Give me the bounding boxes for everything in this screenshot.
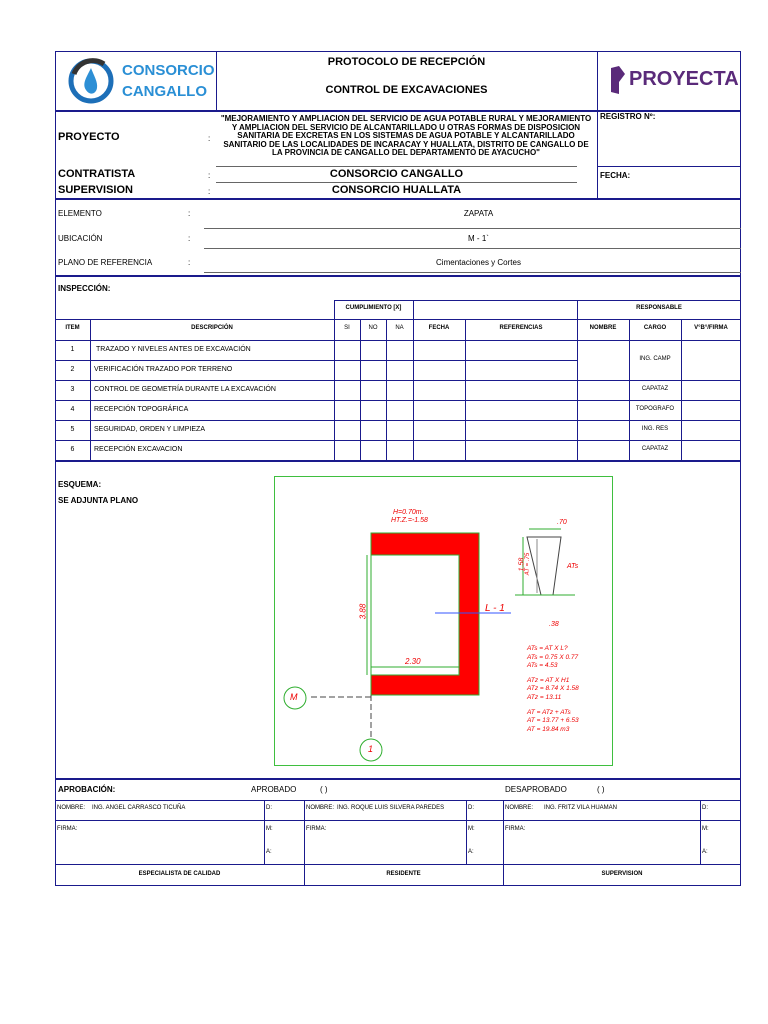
- ubicacion-label: UBICACIÓN: [58, 234, 103, 243]
- row-item: 3: [70, 386, 75, 393]
- row-desc: RECEPCIÓN TOPOGRÁFICA: [94, 406, 189, 413]
- signer-role: RESIDENTE: [386, 871, 421, 877]
- col-na: NA: [395, 325, 404, 331]
- d-label: D:: [468, 805, 474, 811]
- esquema-subtitle: SE ADJUNTA PLANO: [58, 496, 139, 505]
- col-descripcion: DESCRIPCIÓN: [191, 325, 233, 331]
- m-label: M:: [702, 826, 709, 832]
- row-desc: SEGURIDAD, ORDEN Y LIMPIEZA: [94, 426, 205, 433]
- m-label: M:: [468, 826, 475, 832]
- contratista-value: CONSORCIO CANGALLO: [329, 168, 464, 180]
- supervision-colon: :: [208, 187, 211, 196]
- cargo-cell: CAPATAZ: [641, 386, 669, 392]
- firma-label: FIRMA:: [57, 826, 78, 832]
- sketch-dim-inner: AT = .75: [525, 552, 532, 576]
- title-protocolo: PROTOCOLO DE RECEPCIÓN: [327, 56, 486, 68]
- firma-label: FIRMA:: [505, 826, 526, 832]
- plano-value: Cimentaciones y Cortes: [436, 258, 521, 267]
- row-desc: VERIFICACIÓN TRAZADO POR TERRENO: [94, 366, 233, 373]
- esquema-title: ESQUEMA:: [58, 480, 102, 489]
- calc-line: ATs = 0.75 X 0.77: [527, 653, 579, 661]
- row-item: 1: [70, 346, 75, 353]
- col-referencias: REFERENCIAS: [499, 325, 543, 331]
- row-item: 2: [70, 366, 75, 373]
- calc-line: ATs = 4.53: [527, 662, 558, 670]
- calc-line: ATz = 13.11: [527, 693, 562, 701]
- nombre-label: NOMBRE:: [505, 805, 534, 811]
- ubicacion-colon: :: [188, 234, 191, 243]
- inspeccion-title: INSPECCIÓN:: [58, 284, 111, 293]
- logo-line2: CANGALLO: [122, 83, 207, 100]
- contratista-label: CONTRATISTA: [58, 168, 136, 180]
- cargo-cell: CAPATAZ: [641, 446, 669, 452]
- calc-line: AT = 13.77 + 6.53: [527, 717, 579, 725]
- registro-label: REGISTRO Nº:: [600, 112, 656, 121]
- calc-line: AT = 19.84 m3: [527, 725, 570, 733]
- col-nombre: NOMBRE: [589, 325, 617, 331]
- sketch-at-label: ATs: [567, 563, 579, 570]
- desaprobado-label: DESAPROBADO: [505, 785, 567, 794]
- aprobado-checkbox[interactable]: ( ): [320, 785, 328, 794]
- cargo-cell: ING. CAMP: [639, 356, 671, 362]
- row-desc: CONTROL DE GEOMETRÍA DURANTE LA EXCAVACIÓN: [94, 386, 276, 393]
- aprobacion-label: APROBACIÓN:: [58, 785, 116, 794]
- proyecto-text: "MEJORAMIENTO Y AMPLIACION DEL SERVICIO DE AGUA POTABLE RURAL Y MEJORAMIENTO Y AMPLIACION DEL SERVICIO DE ALCANTARILLADO U OTRAS FORMAS DE DISPOSICION SANITARIA DE EXCRETAS EN LOS SISTEMAS DE AGUA POTABLE Y ALCANTARILLADO SANITARIO DE LAS LOCALIDADES DE INCARACAY Y HUALLATA, DISTRITO DE CANGALLO DE LA PROVINCIA DE CANGALLO DEL DEPARTAMENTO DE AYACUCHO": [220, 114, 592, 158]
- consorcio-cangallo-logo: [62, 54, 214, 108]
- m-label: M:: [266, 826, 273, 832]
- plano-label: PLANO DE REFERENCIA: [58, 258, 153, 267]
- title-control: CONTROL DE EXCAVACIONES: [325, 84, 488, 96]
- plano-colon: :: [188, 258, 191, 267]
- sketch-dim-side: 1.58: [518, 557, 526, 572]
- calc-line: ATz = 8.74 X 1.58: [527, 685, 579, 693]
- axis-m-label: M: [290, 692, 298, 702]
- nombre-label: NOMBRE:: [306, 805, 335, 811]
- elemento-value: ZAPATA: [463, 209, 494, 218]
- sketch-dim-top: .70: [557, 519, 567, 526]
- contratista-colon: :: [208, 171, 211, 180]
- supervision-value: CONSORCIO HUALLATA: [331, 184, 462, 196]
- row-desc: RECEPCIÓN EXCAVACION: [94, 446, 183, 453]
- aprobado-label: APROBADO: [251, 785, 297, 794]
- calc-line: ATz = AT X H1: [527, 676, 570, 684]
- row-desc: TRAZADO Y NIVELES ANTES DE EXCAVACIÓN: [96, 346, 251, 353]
- signer-name: ING. ROQUE LUIS SILVERA PAREDES: [337, 805, 445, 811]
- elemento-colon: :: [188, 209, 191, 218]
- signer-role: SUPERVISION: [601, 871, 643, 877]
- axis-1-label: 1: [368, 744, 374, 754]
- sketch-dim-height: 3.88: [358, 603, 368, 620]
- approval-box: [55, 779, 741, 886]
- nombre-label: NOMBRE:: [57, 805, 86, 811]
- proyecta-text: PROYECTA: [629, 68, 739, 90]
- sketch-note1: H=0.70m.: [393, 509, 424, 516]
- a-label: A:: [266, 849, 272, 855]
- signer-name: ING. FRITZ VILA HUAMAN: [544, 805, 618, 811]
- supervision-label: SUPERVISION: [58, 184, 133, 196]
- calc-line: ATs = AT X L?: [527, 645, 568, 652]
- sketch-dim-width: 2.30: [405, 657, 421, 666]
- logo-line1: CONSORCIO: [122, 62, 215, 79]
- signer-name: ING. ANGEL CARRASCO TICUÑA: [92, 805, 186, 811]
- col-fecha: FECHA: [428, 325, 450, 331]
- col-si: SI: [344, 325, 350, 331]
- calc-line: AT = ATz + ATs: [527, 708, 571, 716]
- proyecta-logo: [605, 64, 739, 98]
- sketch-note2: HT.Z.=-1.58: [391, 517, 428, 524]
- fecha-label: FECHA:: [600, 171, 631, 180]
- cumplimiento-header: CUMPLIMIENTO [X]: [345, 305, 402, 311]
- signer-role: ESPECIALISTA DE CALIDAD: [138, 871, 221, 877]
- cargo-cell: TOPOGRAFO: [635, 406, 675, 412]
- sketch-calculations: [527, 645, 611, 734]
- row-item: 5: [70, 426, 75, 433]
- row-item: 6: [70, 446, 75, 453]
- a-label: A:: [702, 849, 708, 855]
- sketch-section: L - 1: [485, 603, 505, 614]
- d-label: D:: [702, 805, 708, 811]
- responsable-header: RESPONSABLE: [636, 305, 682, 311]
- cargo-cell: ING. RES: [641, 426, 669, 432]
- d-label: D:: [266, 805, 272, 811]
- firma-label: FIRMA:: [306, 826, 327, 832]
- a-label: A:: [468, 849, 474, 855]
- col-cargo: CARGO: [643, 325, 667, 331]
- sketch-dim-bottom: .38: [549, 621, 559, 628]
- proyecto-label: PROYECTO: [58, 131, 120, 143]
- elemento-label: ELEMENTO: [58, 209, 102, 218]
- row-item: 4: [70, 406, 75, 413]
- ubicacion-value: M - 1`: [468, 234, 489, 243]
- col-item: ITEM: [65, 325, 80, 331]
- proyecto-colon: :: [208, 134, 211, 143]
- col-firma: V°B°/FIRMA: [694, 325, 728, 331]
- plan-sketch: [274, 476, 613, 766]
- col-no: NO: [368, 325, 378, 331]
- desaprobado-checkbox[interactable]: ( ): [597, 785, 605, 794]
